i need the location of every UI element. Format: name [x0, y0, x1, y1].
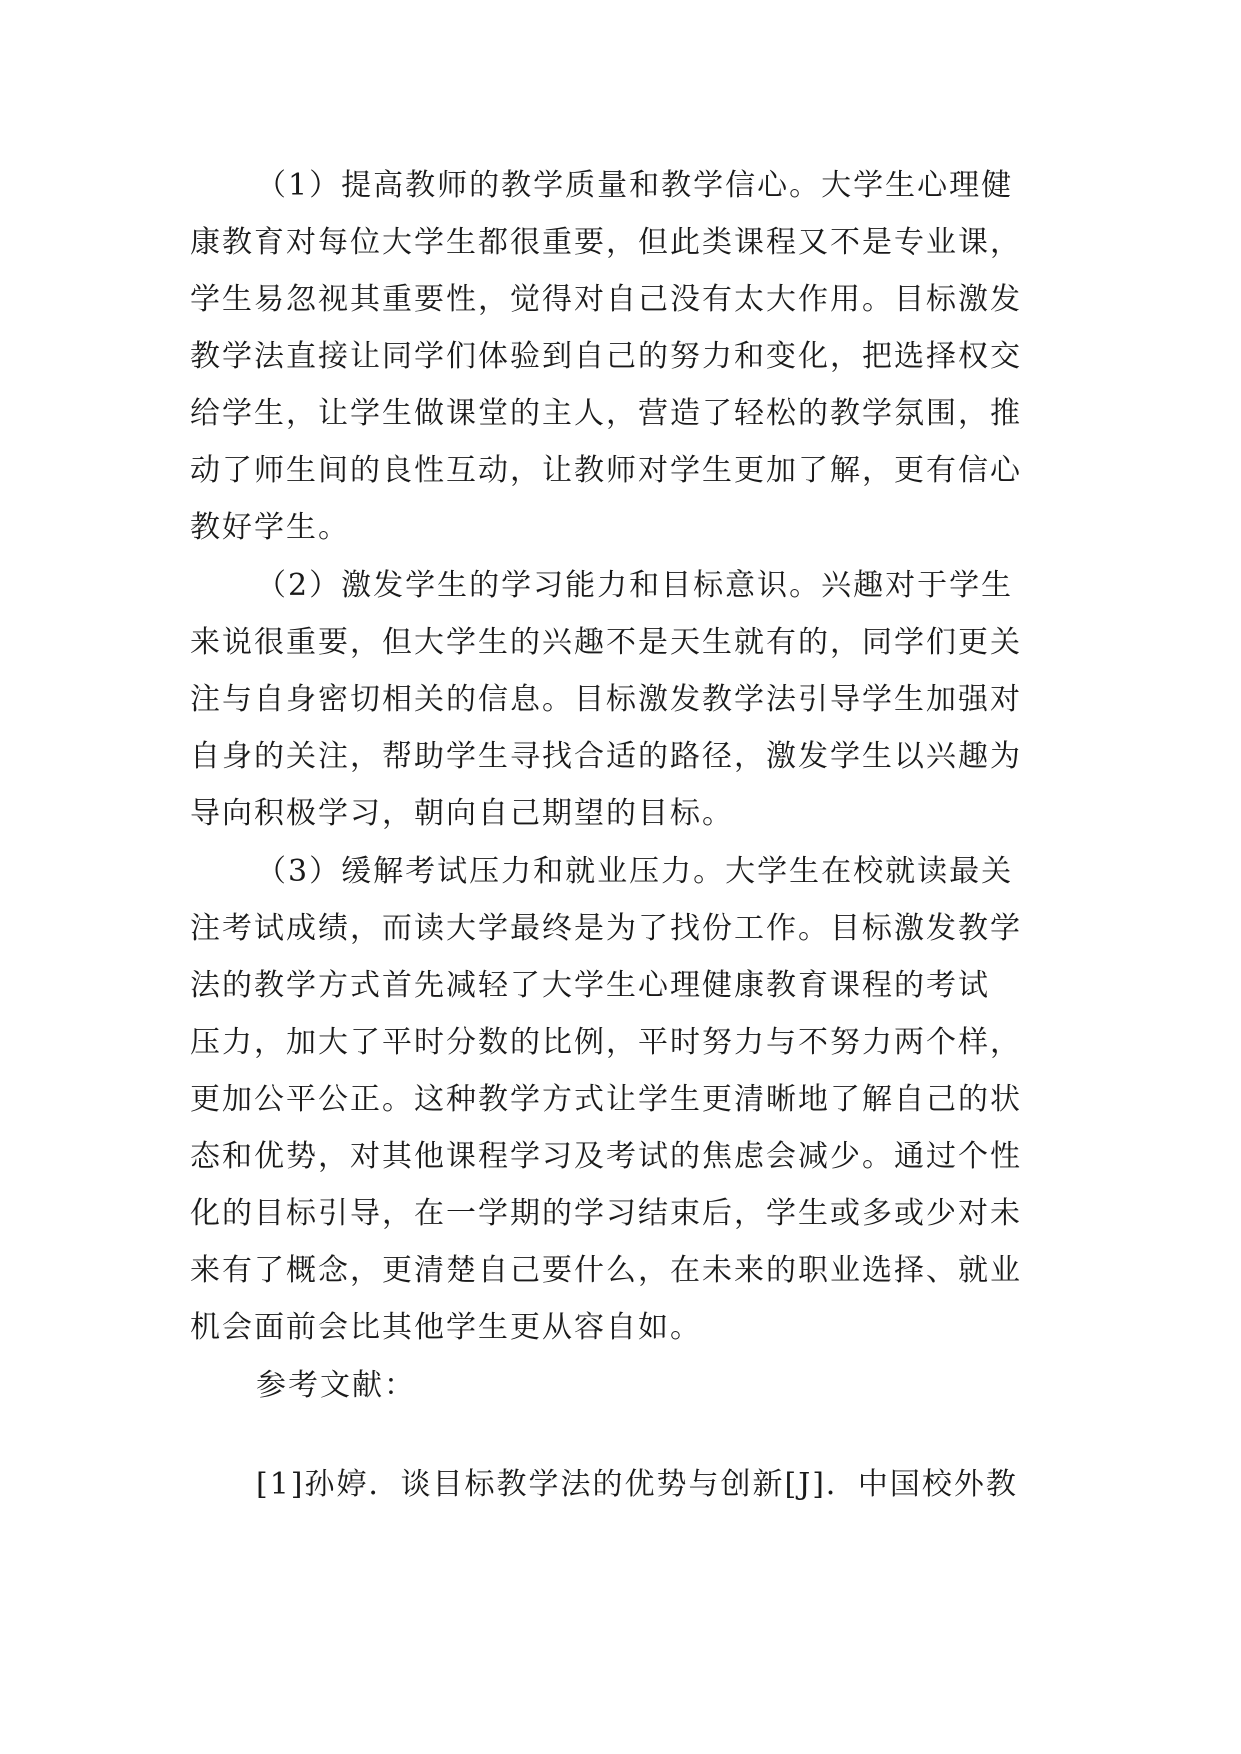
paragraph-2-line-5: 导向积极学习，朝向自己期望的目标。: [190, 796, 734, 831]
paragraph-3-line-2: 注考试成绩，而读大学最终是为了找份工作。目标激发教学: [190, 911, 1022, 946]
reference-1: [1]孙婷．谈目标教学法的优势与创新[J]．中国校外教: [256, 1467, 1018, 1502]
paragraph-3-line-4: 压力，加大了平时分数的比例，平时努力与不努力两个样，: [190, 1025, 1022, 1060]
paragraph-1-line-1: （1）提高教师的教学质量和教学信心。大学生心理健: [256, 168, 1014, 203]
paragraph-1-line-4: 教学法直接让同学们体验到自己的努力和变化，把选择权交: [190, 339, 1022, 374]
paragraph-3-line-6: 态和优势，对其他课程学习及考试的焦虑会减少。通过个性: [190, 1139, 1022, 1174]
paragraph-1-line-2: 康教育对每位大学生都很重要，但此类课程又不是专业课，: [190, 225, 1022, 260]
references-heading: 参考文献：: [256, 1368, 416, 1403]
paragraph-3-line-1: （3）缓解考试压力和就业压力。大学生在校就读最关: [256, 854, 1014, 889]
paragraph-1-line-5: 给学生，让学生做课堂的主人，营造了轻松的教学氛围，推: [190, 396, 1022, 431]
paragraph-3-line-9: 机会面前会比其他学生更从容自如。: [190, 1310, 702, 1345]
paragraph-2-line-1: （2）激发学生的学习能力和目标意识。兴趣对于学生: [256, 568, 1014, 603]
paragraph-3-line-5: 更加公平公正。这种教学方式让学生更清晰地了解自己的状: [190, 1082, 1022, 1117]
paragraph-2-line-3: 注与自身密切相关的信息。目标激发教学法引导学生加强对: [190, 682, 1022, 717]
paragraph-3-line-7: 化的目标引导，在一学期的学习结束后，学生或多或少对未: [190, 1196, 1022, 1231]
paragraph-3-line-8: 来有了概念，更清楚自己要什么，在未来的职业选择、就业: [190, 1253, 1022, 1288]
paragraph-2-line-2: 来说很重要，但大学生的兴趣不是天生就有的，同学们更关: [190, 625, 1022, 660]
paragraph-1-line-3: 学生易忽视其重要性，觉得对自己没有太大作用。目标激发: [190, 282, 1022, 317]
paragraph-3-line-3: 法的教学方式首先减轻了大学生心理健康教育课程的考试: [190, 968, 990, 1003]
paragraph-1-line-6: 动了师生间的良性互动，让教师对学生更加了解，更有信心: [190, 453, 1022, 488]
paragraph-2-line-4: 自身的关注，帮助学生寻找合适的路径，激发学生以兴趣为: [190, 739, 1022, 774]
paragraph-1-line-7: 教好学生。: [190, 510, 350, 545]
